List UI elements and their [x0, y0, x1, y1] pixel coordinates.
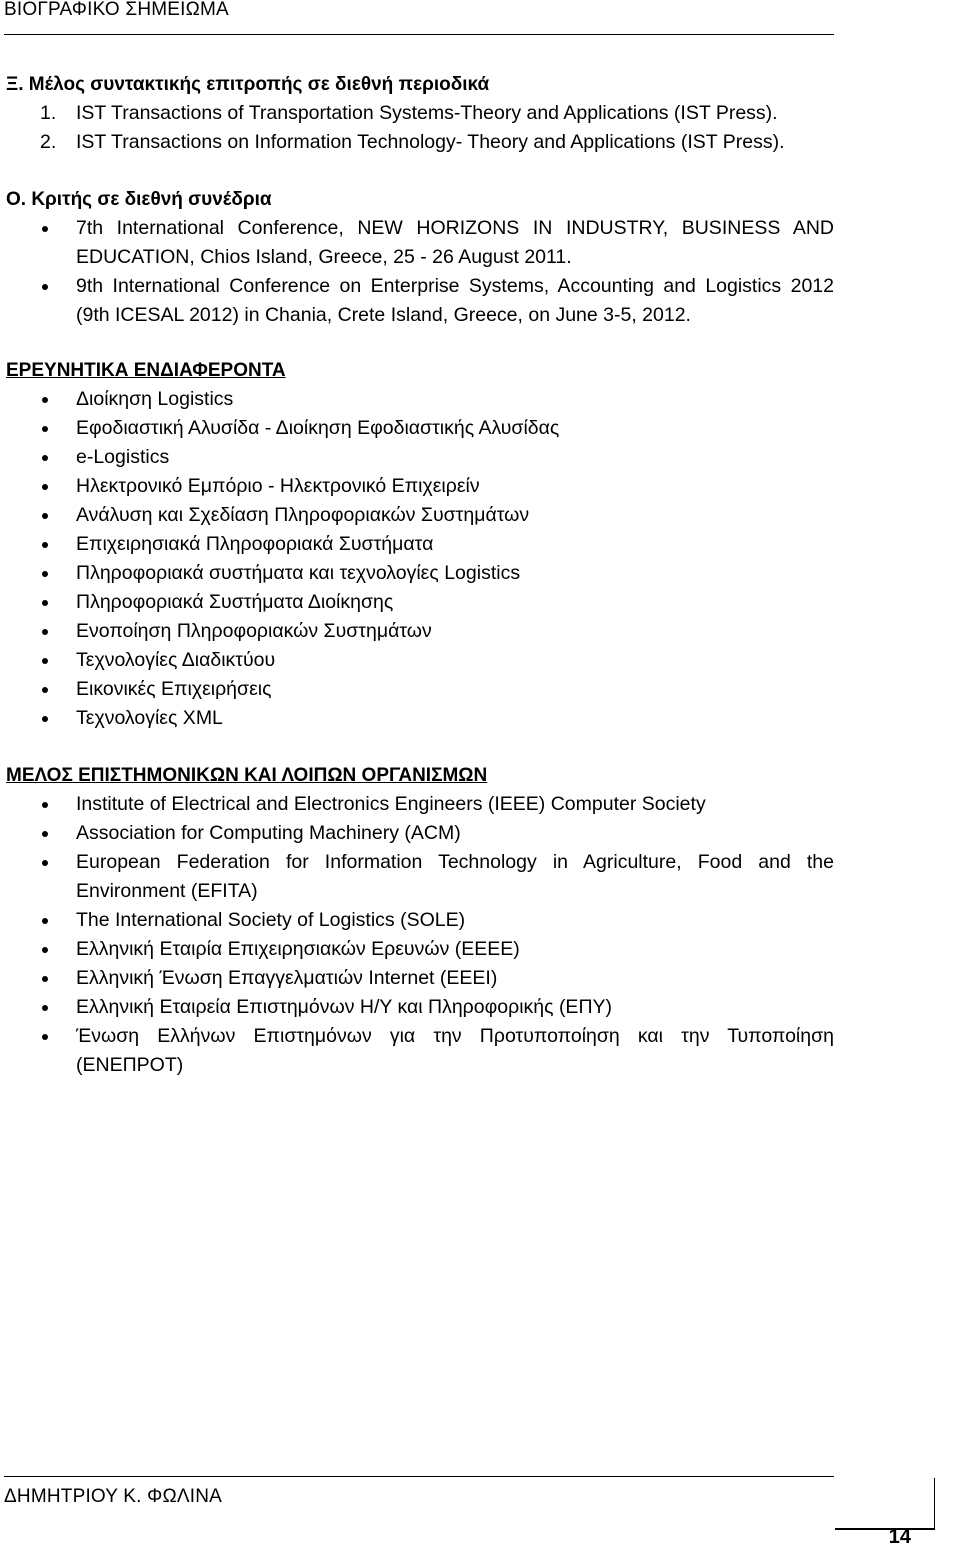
section-xi-list [6, 99, 834, 157]
list-item-text: 7th International Conference, NEW HORIZONS IN INDUSTRY, BUSINESS AND EDUCATION, Chios Island, Greece, 25 - 26 August 2011. [76, 217, 834, 268]
list-item-text: Ηλεκτρονικό Εμπόριο - Ηλεκτρονικό Επιχειρείν [76, 475, 480, 497]
list-item [6, 819, 834, 848]
bullet-icon [42, 397, 48, 403]
list-item [6, 646, 834, 675]
list-item [6, 964, 834, 993]
list-item-text: Πληροφοριακά Συστήματα Διοίκησης [76, 591, 394, 613]
list-item [6, 906, 834, 935]
list-item [6, 443, 834, 472]
list-item [6, 472, 834, 501]
bullet-icon [42, 860, 48, 866]
document-body [6, 70, 834, 1080]
page-box-divider [934, 1478, 936, 1528]
bullet-icon [42, 226, 48, 232]
list-item [6, 790, 834, 819]
list-item-text: IST Transactions on Information Technology- Theory and Applications (IST Press). [76, 131, 785, 153]
list-item-text: Τεχνολογίες Διαδικτύου [76, 649, 276, 671]
bullet-icon [42, 542, 48, 548]
list-item-text: 9th International Conference on Enterprise Systems, Accounting and Logistics 2012 (9th ICESAL 2012) in Chania, Crete Island, Greece, on June 3-5, 2012. [76, 275, 834, 326]
bullet-icon [42, 600, 48, 606]
list-item-text: Institute of Electrical and Electronics Engineers (IEEE) Computer Society [76, 793, 706, 815]
page-box-rule [835, 1528, 935, 1530]
list-item [6, 935, 834, 964]
bullet-icon [42, 513, 48, 519]
list-item-text: Διοίκηση Logistics [76, 388, 234, 410]
footer-author: ΔΗΜΗΤΡΙΟΥ Κ. ΦΩΛΙΝΑ [4, 1486, 223, 1507]
bullet-icon [42, 484, 48, 490]
list-item [6, 272, 834, 330]
list-item [6, 414, 834, 443]
bullet-icon [42, 455, 48, 461]
bullet-icon [42, 918, 48, 924]
list-item [6, 214, 834, 272]
list-item-text: Τεχνολογίες XML [76, 707, 223, 729]
list-item [6, 617, 834, 646]
bullet-icon [42, 976, 48, 982]
memberships-list [6, 790, 834, 1080]
bullet-icon [42, 802, 48, 808]
list-item-text: Ένωση Ελλήνων Επιστημόνων για την Προτυποποίηση και την Τυποποίηση (ΕΝΕΠΡΟΤ) [76, 1025, 834, 1076]
bullet-icon [42, 629, 48, 635]
bullet-icon [42, 831, 48, 837]
list-item [6, 501, 834, 530]
list-item-text: Πληροφοριακά συστήματα και τεχνολογίες Logistics [76, 562, 521, 584]
bullet-icon [42, 571, 48, 577]
list-item [6, 848, 834, 906]
page-number: 14 [888, 1526, 911, 1548]
list-item [6, 559, 834, 588]
list-item [6, 1022, 834, 1080]
page-header [4, 0, 834, 35]
list-item [6, 128, 834, 157]
list-number: 2. [40, 131, 57, 153]
list-item [6, 588, 834, 617]
list-item-text: Ελληνική Εταιρεία Επιστημόνων Η/Υ και Πληροφορικής (ΕΠΥ) [76, 996, 613, 1018]
list-item-text: The International Society of Logistics (SOLE) [76, 909, 466, 931]
list-item-text: Εφοδιαστική Αλυσίδα - Διοίκηση Εφοδιαστικής Αλυσίδας [76, 417, 560, 439]
bullet-icon [42, 1034, 48, 1040]
list-item-text: Association for Computing Machinery (ACM) [76, 822, 461, 844]
bullet-icon [42, 284, 48, 290]
bullet-icon [42, 658, 48, 664]
list-number: 1. [40, 102, 57, 124]
page-footer [4, 1476, 834, 1508]
list-item-text: Ελληνική Εταιρία Επιχειρησιακών Ερευνών (ΕΕΕΕ) [76, 938, 520, 960]
list-item-text: IST Transactions of Transportation Systems-Theory and Applications (IST Press). [76, 102, 778, 124]
bullet-icon [42, 687, 48, 693]
list-item-text: Ανάλυση και Σχεδίαση Πληροφοριακών Συστημάτων [76, 504, 530, 526]
research-interests-title: ΕΡΕΥΝΗΤΙΚΑ ΕΝΔΙΑΦΕΡΟΝΤΑ [6, 360, 286, 381]
list-item [6, 385, 834, 414]
list-item [6, 530, 834, 559]
memberships-title: ΜΕΛΟΣ ΕΠΙΣΤΗΜΟΝΙΚΩΝ ΚΑΙ ΛΟΙΠΩΝ ΟΡΓΑΝΙΣΜΩΝ [6, 765, 488, 786]
list-item-text: Εικονικές Επιχειρήσεις [76, 678, 272, 700]
bullet-icon [42, 947, 48, 953]
list-item [6, 704, 834, 733]
list-item [6, 675, 834, 704]
research-interests-list [6, 385, 834, 733]
bullet-icon [42, 426, 48, 432]
list-item-text: European Federation for Information Technology in Agriculture, Food and the Environment (EFITA) [76, 851, 834, 902]
section-o-title: Ο. Κριτής σε διεθνή συνέδρια [6, 189, 272, 210]
list-item-text: e-Logistics [76, 446, 170, 468]
section-xi-title: Ξ. Μέλος συντακτικής επιτροπής σε διεθνή περιοδικά [6, 74, 490, 95]
list-item [6, 99, 834, 128]
list-item [6, 993, 834, 1022]
list-item-text: Ενοποίηση Πληροφοριακών Συστημάτων [76, 620, 432, 642]
bullet-icon [42, 1005, 48, 1011]
page-number-box [835, 1478, 935, 1546]
list-item-text: Ελληνική Ένωση Επαγγελματιών Internet (ΕΕΕΙ) [76, 967, 498, 989]
list-item-text: Επιχειρησιακά Πληροφοριακά Συστήματα [76, 533, 434, 555]
section-o-list [6, 214, 834, 330]
header-title: ΒΙΟΓΡΑΦΙΚΟ ΣΗΜΕΙΩΜΑ [4, 0, 229, 20]
bullet-icon [42, 716, 48, 722]
